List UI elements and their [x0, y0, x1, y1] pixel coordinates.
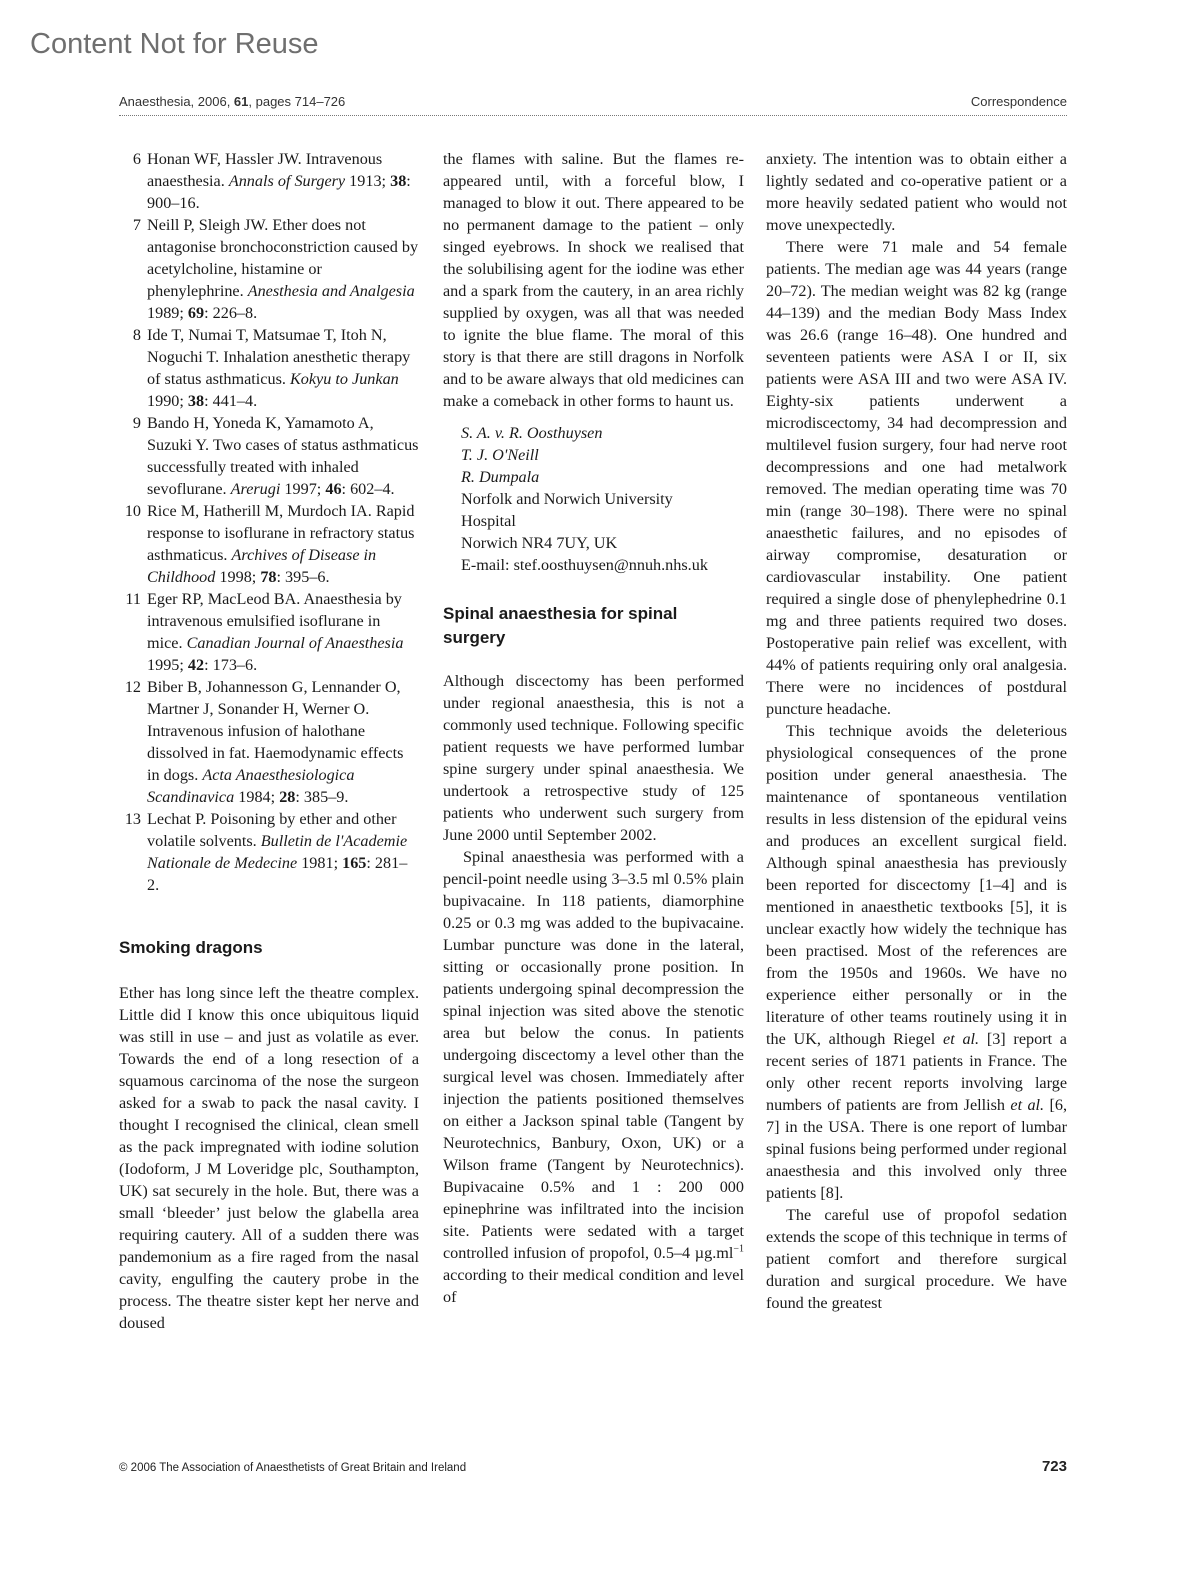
author-name: R. Dumpala: [461, 468, 540, 486]
reference-item: 11 Eger RP, MacLeod BA. Anaesthesia by intravenous emulsified isoflurane in mice. Canadian Journal of Anaesthesia 1995; 42: 173–6.: [125, 590, 404, 674]
spinal-paragraph-2: Spinal anaesthesia was performed with a pencil-point needle using 3–3.5 ml 0.5% plain bupivacaine. In 118 patients, diamorphine 0.25 or 0.3 mg was added to the bupivacaine. Lumbar puncture was done in the lateral, sitting or occasionally prone position. In patients undergoing spinal decompression the spinal injection was sited above the stenotic area but below the conus. In patients undergoing discectomy a level other than the surgical level was chosen. Immediately after injection the patients positioned themselves on either a Jackson spinal table (Tangent by Neurotechnics, Banbury, Oxon, UK) or a Wilson frame (Tangent by Neurotechnics). Bupivacaine 0.5% and 1 : 200 000 epinephrine was infiltrated into the incision site. Patients were sedated with a target controlled infusion of propofol, 0.5–4 $\mu g.ml^{-1}$ according to their medical condition and level of: [443, 848, 744, 1306]
journal-citation: Anaesthesia, 2006, 61, pages 714–726: [119, 94, 346, 109]
reference-item: 7 Neill P, Sleigh JW. Ether does not antagonise bronchoconstriction caused by acetylcholine, histamine or phenylephrine. Anesthesia and Analgesia 1989; 69: 226–8.: [132, 216, 419, 322]
author-signature: [443, 422, 744, 576]
reference-item: 10 Rice M, Hatherill M, Murdoch IA. Rapid response to isoflurane in refractory status asthmaticus. Archives of Disease in Childhood 1998; 78: 395–6.: [124, 502, 415, 586]
header-rule: [119, 115, 1067, 116]
reference-item: 6 Honan WF, Hassler JW. Intravenous anaesthesia. Annals of Surgery 1913; 38: 900–16.: [132, 150, 411, 212]
spinal-paragraph-3: There were 71 male and 54 female patients. The median age was 44 years (range 20–72). The median weight was 82 kg (range 44–139) and the median Body Mass Index was 26.6 (range 16–48). One hundred and seventeen patients were ASA I or II, six patients were ASA III and two were ASA IV. Eighty-six patients underwent a microdiscectomy, 34 had decompression and multilevel fusion surgery, four had nerve root decompressions and one had metalwork removed. The median operating time was 70 min (range 30–198). There were no spinal anaesthetic failures, and no episodes of airway compromise, desaturation or cardiovascular instability. One patient required a single dose of phenylephedrine 0.1 mg and three patients required two doses. Postoperative pain relief was excellent, with 44% of patients requiring only oral analgesia. There were no incidences of postdural puncture headache.: [766, 238, 1067, 718]
spinal-paragraph-4: This technique avoids the deleterious physiological consequences of the prone position under general anaesthesia. The maintenance of spontaneous ventilation results in less distension of the epidural veins and produces an excellent surgical field. Although spinal anaesthesia has previously been reported for discectomy [1–4] and is mentioned in anaesthetic textbooks [5], it is unclear exactly how widely the technique has been practised. Most of the references are from the 1950s and 1960s. We have no experience either personally or in the literature of other teams routinely using it in the UK, although Riegel et al. [3] report a recent series of 1871 patients in France. The only other recent reports involving large numbers of patients are from Jellish et al. [6, 7] in the USA. There is one report of lumbar spinal fusions being performed under regional anaesthesia and this involved only three patients [8].: [766, 722, 1068, 1202]
smoking-paragraph-1: Ether has long since left the theatre complex. Little did I know this once ubiquitous liquid was still in use – and just as volatile as ever. Towards the end of a long resection of a squamous carcinoma of the nose the surgeon asked for a swab to pack the nasal cavity. I thought I recognised the clinical, clean smell as the pack impregnated with iodine solution (Iodoform, J M Loveridge plc, Southampton, UK) sat securely in the hole. But, there was a small ‘bleeder’ just below the glabella area requiring cautery. All of a sudden there was pandemonium as a fire raged from the nasal cavity, engulfing the cautery probe in the process. The theatre sister kept her nerve and doused: [119, 984, 419, 1332]
running-head: [119, 94, 1067, 109]
author-address: Hospital: [461, 512, 516, 530]
column-1: [119, 148, 419, 1334]
reference-item: 12 Biber B, Johannesson G, Lennander O, Martner J, Sonander H, Werner O. Intravenous infusion of halothane dissolved in fat. Haemodynamic effects in dogs. Acta Anaesthesiologica Scandinavica 1984; 28: 385–9.: [124, 678, 404, 806]
spinal-paragraph-2-continued: anxiety. The intention was to obtain either a lightly sedated and co-operative patient or a more heavily sedated patient who would not move unexpectedly.: [766, 150, 1067, 234]
author-address: Norwich NR4 7UY, UK: [461, 534, 618, 552]
author-name: T. J. O'Neill: [461, 446, 539, 464]
copyright-notice: © 2006 The Association of Anaesthetists of Great Britain and Ireland: [119, 1462, 467, 1474]
section-label: Correspondence: [970, 94, 1067, 109]
column-2: [443, 148, 744, 1308]
spinal-paragraph-1: Although discectomy has been performed under regional anaesthesia, this is not a commonly used technique. Following specific patient requests we have performed lumbar spine surgery under spinal anaesthesia. We undertook a retrospective study of 125 patients who underwent such surgery from June 2000 until September 2002.: [443, 672, 744, 844]
author-name: S. A. v. R. Oosthuysen: [461, 424, 603, 442]
reference-list: [119, 148, 419, 896]
watermark: Content Not for Reuse: [30, 28, 319, 60]
author-email: E-mail: stef.oosthuysen@nnuh.nhs.uk: [461, 556, 708, 574]
page-number: 723: [1041, 1458, 1067, 1475]
section-heading-spinal-anaesthesia: Spinal anaesthesia for spinal surgery: [443, 604, 678, 647]
reference-item: 9 Bando H, Yoneda K, Yamamoto A, Suzuki Y. Two cases of status asthmaticus successfully treated with inhaled sevoflurane. Arerugi 1997; 46: 602–4.: [132, 414, 419, 498]
column-3: [766, 148, 1067, 1314]
author-address: Norfolk and Norwich University: [461, 490, 673, 508]
section-heading-smoking-dragons: Smoking dragons: [119, 938, 263, 957]
reference-item: 8 Ide T, Numai T, Matsumae T, Itoh N, Noguchi T. Inhalation anesthetic therapy of status asthmaticus. Kokyu to Junkan 1990; 38: 441–4.: [132, 326, 411, 410]
smoking-paragraph-1-continued: the flames with saline. But the flames re-appeared until, with a forceful blow, I managed to blow it out. There appeared to be no permanent damage to the patient – only singed eyebrows. In shock we realised that the solubilising agent for the iodine was ether and a spark from the cautery, in an area richly supplied by oxygen, was all that was needed to ignite the blue flame. The moral of this story is that there are still dragons in Norfolk and to be aware always that old medicines can make a comeback in other forms to haunt us.: [443, 150, 744, 410]
reference-item: 13 Lechat P. Poisoning by ether and other volatile solvents. Bulletin de l'Academie Nationale de Medecine 1981; 165: 281–2.: [124, 810, 408, 894]
spinal-paragraph-5: The careful use of propofol sedation extends the scope of this technique in terms of patient comfort and therefore surgical duration and surgical procedure. We have found the greatest: [766, 1206, 1067, 1312]
